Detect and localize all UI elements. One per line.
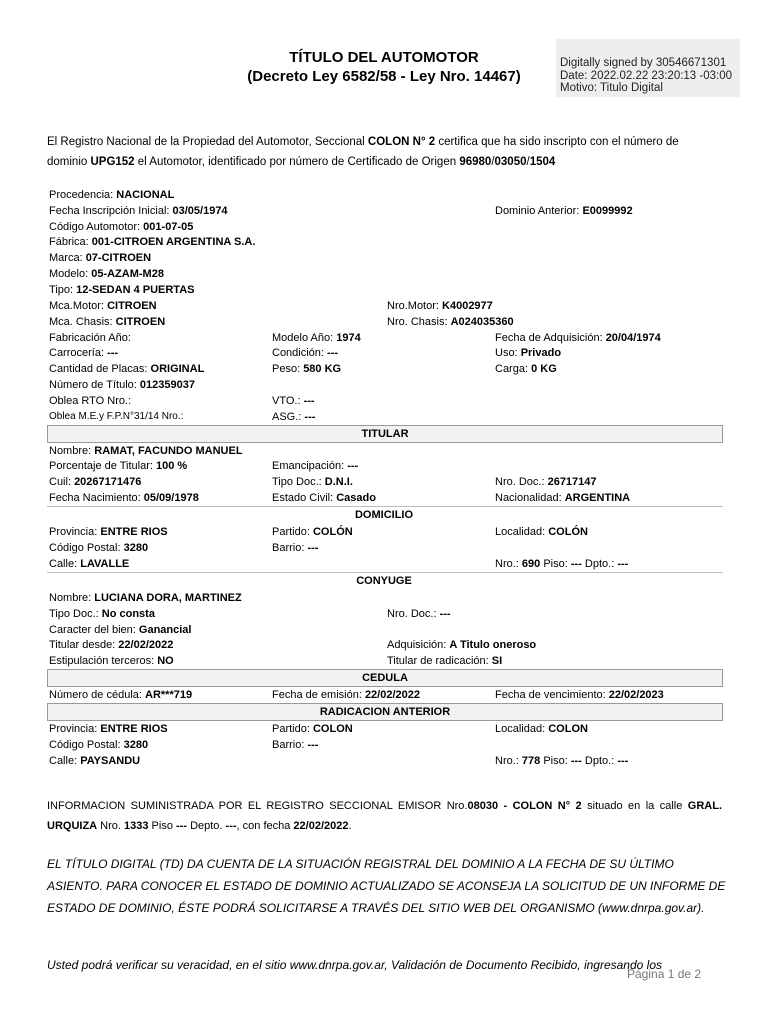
field-value: CITROEN [107, 300, 157, 312]
field-label: Porcentaje de Titular: [49, 460, 157, 472]
field-label: Fecha de vencimiento: [495, 689, 609, 701]
field-label: Fecha de emisión: [272, 689, 365, 701]
field-value: 20/04/1974 [605, 332, 661, 344]
field-value: D.N.I. [324, 476, 353, 488]
field-value: LUCIANA DORA, MARTINEZ [94, 592, 242, 604]
field-label: Fecha Nacimiento: [49, 492, 144, 504]
field-label: Cantidad de Placas: [49, 363, 151, 375]
field-label: Nro.Motor: [387, 300, 443, 312]
registro-nro-calle: 1333 [124, 820, 149, 832]
info-text: . [348, 820, 352, 832]
field-value: Casado [336, 492, 376, 504]
field-oblea-rto [49, 395, 131, 407]
intro-text: El Registro Nacional de la Propiedad del Automotor, Seccional [47, 136, 368, 148]
field-value: 20267171476 [74, 476, 142, 488]
field-label: Barrio: [272, 542, 308, 554]
field-carga [495, 363, 557, 375]
field-fecha-inscripcion [49, 205, 228, 217]
field-label: Piso: [540, 755, 571, 767]
field-numero-cedula [49, 689, 192, 701]
field-value: A024035360 [450, 316, 514, 328]
field-nro-chasis [387, 316, 514, 328]
field-marca [49, 252, 151, 264]
certificado-origen: 1504 [529, 156, 556, 168]
field-value: 22/02/2022 [118, 639, 174, 651]
field-dominio-anterior [495, 205, 633, 217]
field-nro-piso-dpto [495, 558, 628, 570]
field-label: Uso: [495, 347, 521, 359]
digital-signature-box [556, 39, 740, 97]
document-subtitle: (Decreto Ley 6582/58 - Ley Nro. 14467) [247, 68, 521, 85]
field-label: Nro.: [495, 755, 522, 767]
field-label: Fecha de Adquisición: [495, 332, 606, 344]
field-value: --- [570, 755, 582, 767]
field-value: 690 [521, 558, 541, 570]
field-value: K4002977 [442, 300, 493, 312]
field-label: Código Postal: [49, 542, 124, 554]
field-value: 07-CITROEN [85, 252, 152, 264]
field-value: RAMAT, FACUNDO MANUEL [94, 445, 243, 457]
field-value: 05/09/1978 [143, 492, 199, 504]
document-title: TÍTULO DEL AUTOMOTOR [289, 49, 479, 66]
field-cantidad-placas [49, 363, 204, 375]
field-mca-motor [49, 300, 157, 312]
field-value: AR***719 [145, 689, 193, 701]
field-label: Nro. Doc.: [495, 476, 548, 488]
field-label: Carrocería: [49, 347, 108, 359]
field-conyuge-nro-doc [387, 608, 451, 620]
field-rad-provincia [49, 723, 168, 735]
field-vto [272, 395, 315, 407]
info-text: Nro. [97, 820, 125, 832]
field-label: ASG.: [272, 411, 305, 423]
certificado-origen: 03050 [494, 156, 527, 168]
disclaimer-paragraph: EL TÍTULO DIGITAL (TD) DA CUENTA DE LA SITUACIÓN REGISTRAL DEL DOMINIO A LA FECHA DE SU ÚLTIMO ASIENTO. PARA CONOCER EL ESTADO DE DOMINIO ACTUALIZADO SE ACONSEJA LA SOLICITUD DE UN INFORME DE ESTADO DE DOMINIO, ÉSTE PODRÁ SOLICITARSE A TRAVÉS DEL SITIO WEB DEL ORGANISMO (www.dnrpa.gov.ar). [47, 857, 726, 915]
field-label: Partido: [272, 526, 313, 538]
field-conyuge-tipo-doc [49, 608, 155, 620]
field-label: Titular de radicación: [387, 655, 492, 667]
field-label: Peso: [272, 363, 304, 375]
field-modelo [49, 268, 164, 280]
signature-date: Date: 2022.02.22 23:20:13 -03:00 [560, 70, 733, 82]
field-label: Procedencia: [49, 189, 117, 201]
field-rad-localidad [495, 723, 588, 735]
field-rad-calle [49, 755, 140, 767]
field-value: 580 KG [303, 363, 342, 375]
field-fabrica [49, 236, 255, 248]
field-label: Modelo: [49, 268, 92, 280]
field-localidad [495, 526, 588, 538]
field-value: 3280 [123, 739, 149, 751]
field-label: Nombre: [49, 445, 95, 457]
info-text: situado en la calle [581, 800, 688, 812]
field-label: Fabricación Año: [49, 332, 131, 344]
field-fecha-nacimiento [49, 492, 199, 504]
signature-reason: Motivo: Titulo Digital [560, 82, 663, 94]
field-value: ORIGINAL [150, 363, 205, 375]
field-value: 3280 [123, 542, 149, 554]
field-nacionalidad [495, 492, 630, 504]
field-rad-barrio [272, 739, 318, 751]
field-value: E0099992 [582, 205, 633, 217]
field-value: LAVALLE [80, 558, 130, 570]
section-header-cedula: CEDULA [47, 669, 723, 687]
section-header-radicacion-anterior: RADICACION ANTERIOR [47, 703, 723, 721]
field-label: Fábrica: [49, 236, 92, 248]
field-rad-partido [272, 723, 353, 735]
field-value: --- [439, 608, 451, 620]
field-value: --- [303, 395, 315, 407]
field-tipo [49, 284, 195, 296]
field-nro-doc [495, 476, 597, 488]
field-label: Partido: [272, 723, 313, 735]
field-value: 0 KG [531, 363, 557, 375]
field-label: Nombre: [49, 592, 95, 604]
field-label: Tipo Doc.: [49, 608, 102, 620]
field-label: Localidad: [495, 526, 549, 538]
field-fecha-emision [272, 689, 420, 701]
field-codigo-postal [49, 542, 148, 554]
field-label: Tipo Doc.: [272, 476, 325, 488]
field-modelo-anio [272, 332, 361, 344]
field-label: Nro.: [495, 558, 522, 570]
info-text: , con fecha [236, 820, 294, 832]
field-value: SI [491, 655, 503, 667]
field-value: COLÓN [312, 526, 353, 538]
seccional: COLON N° 2 [367, 136, 436, 148]
field-oblea-mey [49, 411, 183, 422]
field-label: Estado Civil: [272, 492, 337, 504]
section-header-titular: TITULAR [47, 425, 723, 443]
field-cuil [49, 476, 141, 488]
field-label: Mca. Chasis: [49, 316, 116, 328]
field-label: Nacionalidad: [495, 492, 565, 504]
field-value: 05-AZAM-M28 [91, 268, 164, 280]
field-partido [272, 526, 353, 538]
registro-depto: --- [225, 820, 237, 832]
field-estipulacion [49, 655, 174, 667]
field-label: Nro. Doc.: [387, 608, 440, 620]
field-nro-motor [387, 300, 493, 312]
field-value: NACIONAL [116, 189, 175, 201]
certificado-origen: 96980 [459, 156, 492, 168]
field-procedencia [49, 189, 174, 201]
field-value: --- [347, 460, 359, 472]
field-value: 22/02/2023 [608, 689, 664, 701]
field-value: 03/05/1974 [172, 205, 228, 217]
field-label: VTO.: [272, 395, 304, 407]
field-porcentaje [49, 460, 187, 472]
registro-calle: GRAL. URQUIZA [47, 800, 723, 832]
field-titular-nombre [49, 445, 243, 457]
field-label: Provincia: [49, 723, 101, 735]
field-carroceria [49, 347, 118, 359]
field-titular-desde [49, 639, 173, 651]
field-label: Titular desde: [49, 639, 119, 651]
field-uso [495, 347, 561, 359]
field-label: Barrio: [272, 739, 308, 751]
field-label: Condición: [272, 347, 328, 359]
field-label: Nro. Chasis: [387, 316, 451, 328]
field-label: Oblea M.E.y F.P.N°31/14 Nro.: [49, 411, 184, 422]
field-codigo-automotor [49, 221, 193, 233]
field-value: Privado [520, 347, 562, 359]
field-value: COLON [312, 723, 353, 735]
field-value: --- [617, 755, 629, 767]
field-label: Calle: [49, 558, 81, 570]
registro-nro: 08030 - COLON N° 2 [467, 800, 582, 812]
field-fabricacion-anio [49, 332, 131, 344]
field-label: Adquisición: [387, 639, 450, 651]
verification-text: Usted podrá verificar su veracidad, en el sitio www.dnrpa.gov.ar, Validación de Documento Recibido, ingresando los [47, 958, 662, 972]
field-label: Marca: [49, 252, 86, 264]
field-value: ENTRE RIOS [100, 526, 168, 538]
field-caracter-bien [49, 624, 191, 636]
field-label: Mca.Motor: [49, 300, 108, 312]
field-estado-civil [272, 492, 376, 504]
field-provincia [49, 526, 168, 538]
field-conyuge-nombre [49, 592, 242, 604]
field-adquisicion [387, 639, 536, 651]
field-fecha-vencimiento [495, 689, 664, 701]
field-label: Número de Título: [49, 379, 140, 391]
field-value: CITROEN [115, 316, 166, 328]
field-label: Carga: [495, 363, 532, 375]
field-value: --- [307, 739, 319, 751]
field-barrio [272, 542, 318, 554]
registro-fecha: 22/02/2022 [293, 820, 349, 832]
field-value: --- [107, 347, 119, 359]
field-label: Piso: [540, 558, 571, 570]
field-value: ARGENTINA [564, 492, 631, 504]
field-peso [272, 363, 341, 375]
field-label: Fecha Inscripción Inicial: [49, 205, 173, 217]
field-label: Estipulación terceros: [49, 655, 158, 667]
field-value: --- [327, 347, 339, 359]
field-value: 778 [521, 755, 541, 767]
field-emancipacion [272, 460, 358, 472]
field-label: Código Automotor: [49, 221, 144, 233]
field-value: --- [570, 558, 582, 570]
intro-text: el Automotor, identificado por número de Certificado de Origen [134, 156, 460, 168]
field-value: A Titulo oneroso [449, 639, 537, 651]
field-label: Provincia: [49, 526, 101, 538]
field-label: Dpto.: [581, 755, 618, 767]
field-label: Código Postal: [49, 739, 124, 751]
field-label: Número de cédula: [49, 689, 145, 701]
intro-paragraph [47, 132, 722, 172]
field-value: Ganancial [138, 624, 192, 636]
field-label: Calle: [49, 755, 81, 767]
section-header-domicilio: DOMICILIO [47, 507, 721, 523]
field-value: 22/02/2022 [364, 689, 420, 701]
field-calle [49, 558, 129, 570]
field-value: 1974 [336, 332, 361, 344]
field-rad-nro-piso-dpto [495, 755, 628, 767]
field-value: 001-07-05 [143, 221, 194, 233]
field-value: No consta [101, 608, 155, 620]
field-value: --- [617, 558, 629, 570]
intro-text: certifica que ha sido inscripto con el número de dominio [47, 136, 679, 168]
field-label: Localidad: [495, 723, 549, 735]
dominio: UPG152 [90, 156, 135, 168]
field-mca-chasis [49, 316, 165, 328]
field-numero-titulo [49, 379, 195, 391]
intro-text: / [491, 156, 495, 168]
field-asg [272, 411, 315, 423]
field-titular-radicacion [387, 655, 502, 667]
field-fecha-adquisicion [495, 332, 661, 344]
field-value: 012359037 [139, 379, 195, 391]
signature-line: Digitally signed by 30546671301 [560, 57, 727, 69]
field-tipo-doc [272, 476, 353, 488]
field-value: --- [304, 411, 316, 423]
field-value: COLON [548, 723, 588, 735]
registro-piso: --- [176, 820, 188, 832]
intro-text: / [526, 156, 530, 168]
field-condicion [272, 347, 338, 359]
field-value: 100 % [156, 460, 188, 472]
field-label: Dpto.: [581, 558, 618, 570]
field-value: COLÓN [548, 526, 588, 538]
field-label: Cuil: [49, 476, 75, 488]
field-value: 001-CITROEN ARGENTINA S.A. [91, 236, 256, 248]
field-value: ENTRE RIOS [100, 723, 168, 735]
info-text: Piso [148, 820, 177, 832]
info-paragraph [47, 796, 722, 836]
field-label: Tipo: [49, 284, 77, 296]
field-value: NO [157, 655, 174, 667]
section-header-conyuge: CONYUGE [47, 573, 721, 589]
field-label: Dominio Anterior: [495, 205, 583, 217]
field-rad-codigo-postal [49, 739, 148, 751]
field-value: --- [307, 542, 319, 554]
field-label: Oblea RTO Nro.: [49, 395, 132, 407]
page-number: Página 1 de 2 [627, 967, 702, 981]
field-value: 12-SEDAN 4 PUERTAS [76, 284, 195, 296]
field-label: Caracter del bien: [49, 624, 139, 636]
field-label: Emancipación: [272, 460, 348, 472]
field-value: PAYSANDU [80, 755, 141, 767]
info-text: INFORMACION SUMINISTRADA POR EL REGISTRO SECCIONAL EMISOR Nro. [47, 800, 468, 812]
field-value: 26717147 [547, 476, 597, 488]
field-label: Modelo Año: [272, 332, 337, 344]
info-text: Depto. [187, 820, 226, 832]
